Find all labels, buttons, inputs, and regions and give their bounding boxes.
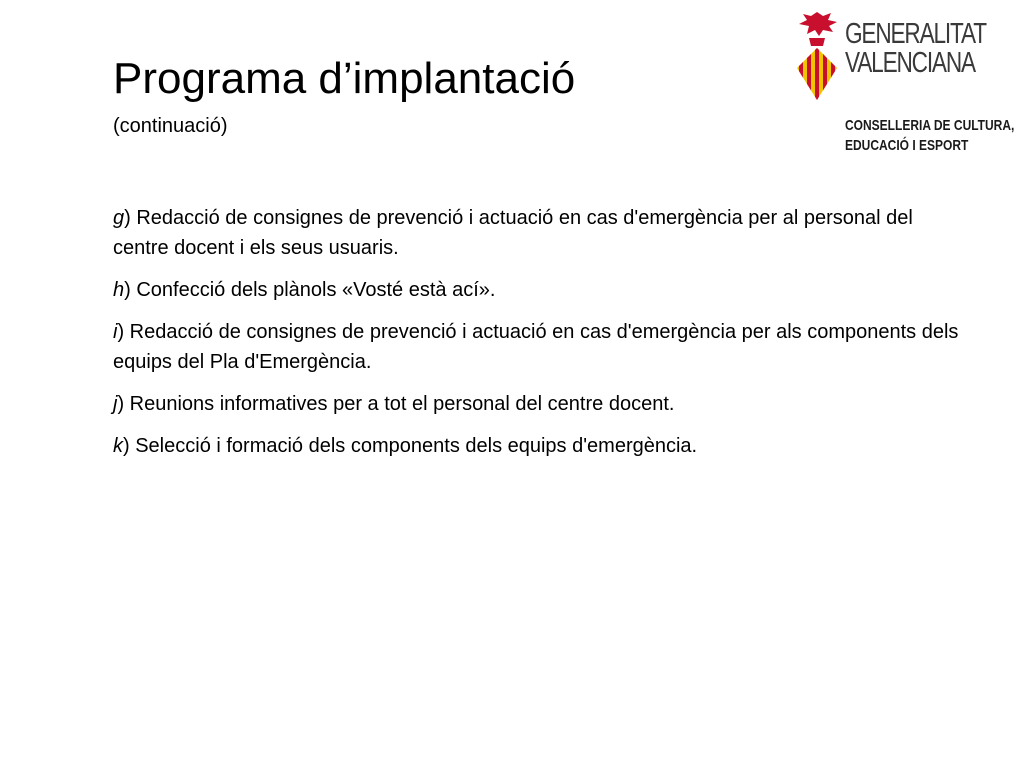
logo-dept-line: CONSELLERIA DE CULTURA, [845,117,1015,134]
logo-name-line: GENERALITAT [845,18,986,50]
generalitat-logo [793,10,1013,160]
item-letter: g [113,207,125,229]
list-item [113,275,973,305]
item-letter: k [113,435,123,457]
logo-department [845,116,1014,156]
logo-dept-line: EDUCACIÓ I ESPORT [845,137,969,154]
implementation-list [113,203,973,473]
list-item [113,431,973,461]
logo-name-line: VALENCIANA [845,47,975,79]
item-text: ) Selecció i formació dels components dels equips d'emergència. [123,435,698,457]
list-item [113,389,973,419]
item-letter: h [113,279,125,301]
slide-title: Programa d’implantació [113,54,576,103]
item-letter: i [113,321,118,343]
item-text: ) Confecció dels plànols «Vosté està ací». [124,279,496,301]
item-text: ) Redacció de consignes de prevenció i actuació en cas d'emergència per als components dels equips del Pla d'Emergència. [113,321,959,373]
slide-subtitle: (continuació) [113,115,228,137]
item-text: ) Redacció de consignes de prevenció i actuació en cas d'emergència per al personal del centre docent i els seus usuaris. [113,207,913,259]
item-letter: j [113,393,118,415]
list-item [113,317,973,377]
list-item [113,203,973,263]
item-text: ) Reunions informatives per a tot el personal del centre docent. [117,393,675,415]
logo-wordmark [845,20,986,78]
bat-crest-icon [793,10,841,102]
